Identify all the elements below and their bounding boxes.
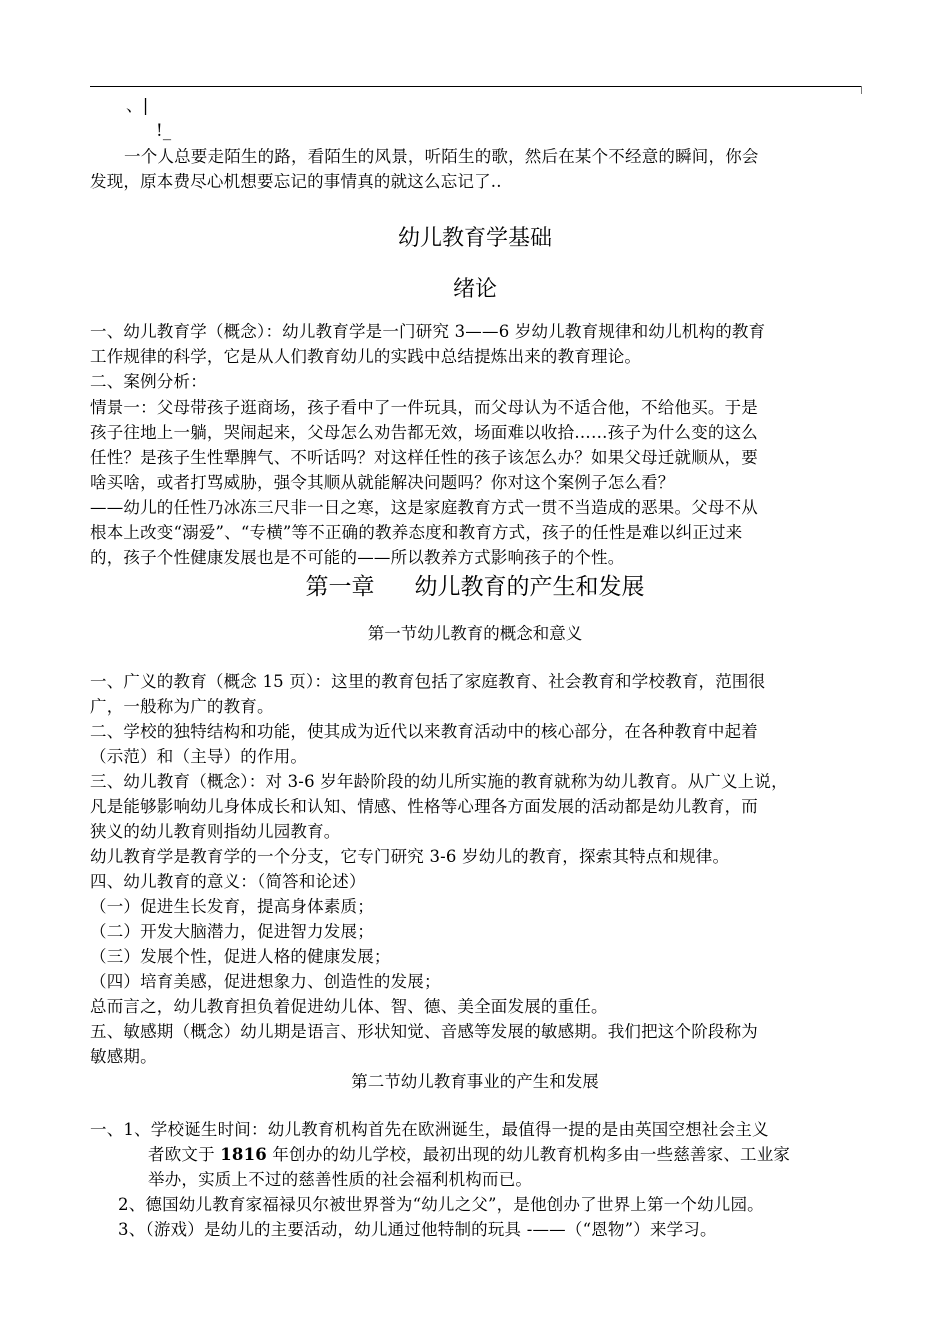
section-2-line: 举办，实质上不过的慈善性质的社会福利机构而已。 <box>148 1170 533 1189</box>
section-1-line: 五、敏感期（概念）幼儿期是语言、形状知觉、音感等发展的敏感期。我们把这个阶段称为 <box>90 1022 758 1041</box>
header-rule <box>90 86 862 87</box>
intro-line: 啥买啥，或者打骂威胁，强令其顺从就能解决问题吗？你对这个案例子怎么看？ <box>90 473 675 492</box>
intro-line: 工作规律的科学，它是从人们教育幼儿的实践中总结提炼出来的教育理论。 <box>90 347 642 366</box>
document-title: 幼儿教育学基础 <box>397 226 552 251</box>
chapter-number: 第一章 <box>305 574 375 600</box>
section-1-title: 第一节幼儿教育的概念和意义 <box>367 624 583 643</box>
chapter-name: 幼儿教育的产生和发展 <box>414 574 645 600</box>
intro-quote-line-1: 一个人总要走陌生的路，看陌生的风景，听陌生的歌，然后在某个不经意的瞬间，你会 <box>124 147 759 166</box>
section-1-line: 幼儿教育学是教育学的一个分支，它专门研究 3-6 岁幼儿的教育，探索其特点和规律。 <box>90 847 730 866</box>
section-1-line: （三）发展个性，促进人格的健康发展； <box>90 947 391 966</box>
intro-line: 孩子往地上一躺，哭闹起来，父母怎么劝告都无效，场面难以收拾……孩子为什么变的这么 <box>90 423 758 442</box>
section-1-line: 敏感期。 <box>90 1047 157 1066</box>
header-rule-tick <box>861 86 862 94</box>
section-2-text: 者欧文于 <box>148 1145 221 1164</box>
header-mark-2: !_ <box>156 121 172 140</box>
header-mark-1: 、| <box>126 96 149 115</box>
section-1-line: 狭义的幼儿教育则指幼儿园教育。 <box>90 822 341 841</box>
section-1-line: 一、广义的教育（概念 15 页）：这里的教育包括了家庭教育、社会教育和学校教育，范围很 <box>90 672 766 691</box>
section-2-text: 年创办的幼儿学校，最初出现的幼儿教育机构多由一些慈善家、工业家 <box>266 1145 791 1164</box>
section-2-line: 一、1、学校诞生时间：幼儿教育机构首先在欧洲诞生，最值得一提的是由英国空想社会主义 <box>90 1120 769 1139</box>
section-2-line <box>148 1143 920 1167</box>
chapter-heading <box>0 571 950 603</box>
intro-quote-line-2: 发现，原本费尽心机想要忘记的事情真的就这么忘记了.. <box>90 172 502 191</box>
section-1-line: 凡是能够影响幼儿身体成长和认知、情感、性格等心理各方面发展的活动都是幼儿教育，而 <box>90 797 758 816</box>
section-2-line: 3、（游戏）是幼儿的主要活动，幼儿通过他特制的玩具 -——（“恩物”）来学习。 <box>118 1220 717 1239</box>
section-1-line: （二）开发大脑潜力，促进智力发展； <box>90 922 374 941</box>
intro-line: 的，孩子个性健康发展也是不可能的——所以教养方式影响孩子的个性。 <box>90 548 625 567</box>
intro-line: 任性？是孩子生性犟脾气、不听话吗？对这样任性的孩子该怎么办？如果父母迁就顺从，要 <box>90 448 758 467</box>
intro-line: 情景一：父母带孩子逛商场，孩子看中了一件玩具，而父母认为不适合他，不给他买。于是 <box>90 398 758 417</box>
section-1-line: 四、幼儿教育的意义：（简答和论述） <box>90 872 366 891</box>
intro-line: 一、幼儿教育学（概念）：幼儿教育学是一门研究 3——6 岁幼儿教育规律和幼儿机构的教育 <box>90 322 766 341</box>
intro-heading: 绪论 <box>452 277 497 302</box>
intro-line: 二、案例分析： <box>90 372 207 391</box>
section-1-line: （一）促进生长发育，提高身体素质； <box>90 897 374 916</box>
year-1816: 1816 <box>220 1145 267 1164</box>
section-1-line: （示范）和（主导）的作用。 <box>90 747 308 766</box>
section-2-line: 2、德国幼儿教育家福禄贝尔被世界誉为“幼儿之父”，是他创办了世界上第一个幼儿园。 <box>118 1195 764 1214</box>
section-2-title: 第二节幼儿教育事业的产生和发展 <box>351 1072 599 1091</box>
section-1-line: 二、学校的独特结构和功能，使其成为近代以来教育活动中的核心部分，在各种教育中起着 <box>90 722 758 741</box>
section-1-line: 总而言之，幼儿教育担负着促进幼儿体、智、德、美全面发展的重任。 <box>90 997 608 1016</box>
section-1-line: 广，一般称为广的教育。 <box>90 697 274 716</box>
intro-line: ——幼儿的任性乃冰冻三尺非一日之寒，这是家庭教育方式一贯不当造成的恶果。父母不从 <box>90 498 758 517</box>
section-1-line: 三、幼儿教育（概念）：对 3-6 岁年龄阶段的幼儿所实施的教育就称为幼儿教育。从广义上说， <box>90 772 788 791</box>
section-1-line: （四）培育美感，促进想象力、创造性的发展； <box>90 972 441 991</box>
intro-line: 根本上改变“溺爱”、“专横”等不正确的教养态度和教育方式，孩子的任性是难以纠正过来 <box>90 523 743 542</box>
